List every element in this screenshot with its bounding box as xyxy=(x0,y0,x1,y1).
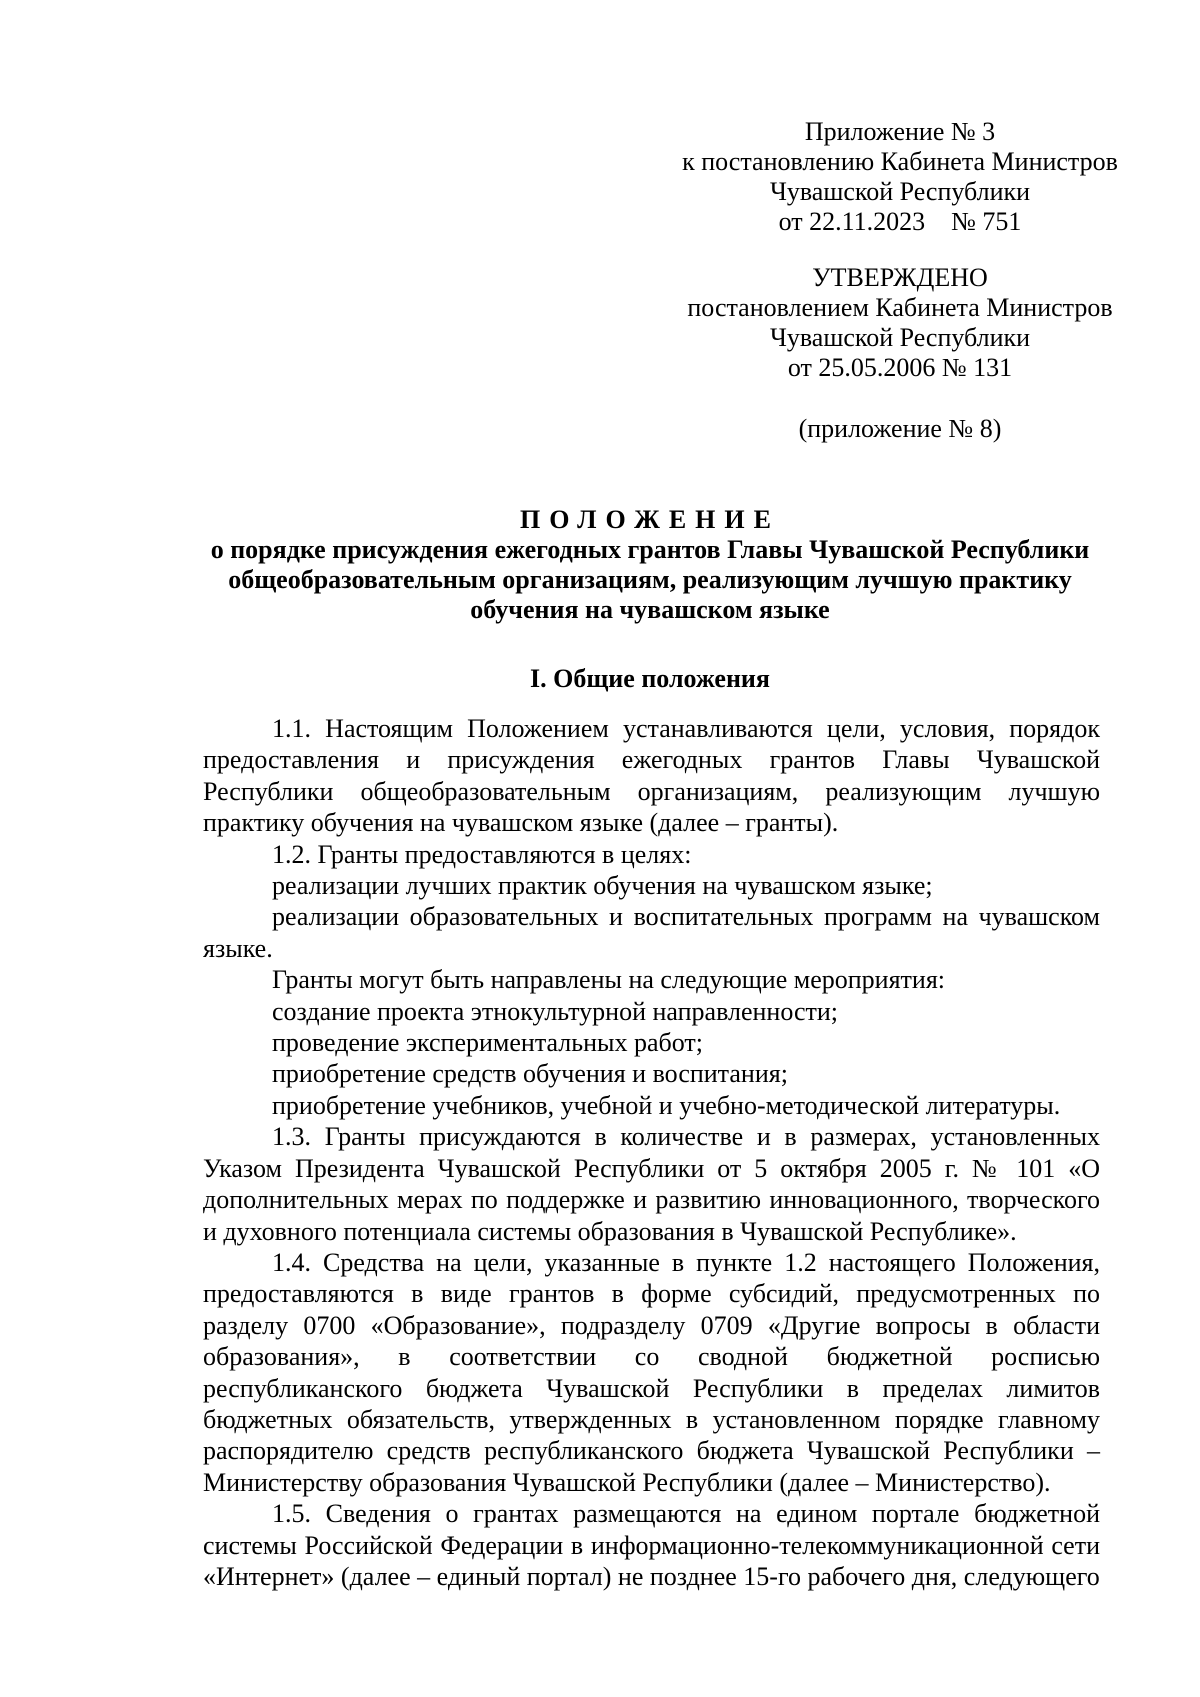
document-subtitle-line: общеобразовательным организациям, реализующим лучшую практику xyxy=(228,565,1072,594)
appendix-line: Приложение № 3 xyxy=(804,117,996,146)
approved-label: УТВЕРЖДЕНО xyxy=(812,263,988,292)
document-title-block xyxy=(195,505,1105,625)
appendix-note xyxy=(680,414,1120,444)
paragraph: приобретение средств обучения и воспитания; xyxy=(272,1059,788,1089)
document-title: ПОЛОЖЕНИЕ xyxy=(520,505,780,534)
appendix-header xyxy=(680,117,1120,237)
paragraph: реализации образовательных и воспитательных программ на чувашском языке. xyxy=(203,902,1100,963)
appendix-date: от 22.11.2023 № 751 xyxy=(778,207,1022,236)
appendix-line: Чувашской Республики xyxy=(769,177,1031,206)
appendix-note-text: (приложение № 8) xyxy=(798,414,1002,443)
approved-line: Чувашской Республики xyxy=(769,323,1031,352)
paragraph: 1.1. Настоящим Положением устанавливаются цели, условия, порядок предоставления и присуждения ежегодных грантов Главы Чувашской Республики общеобразовательным организациям, реализующим лучшую практику обучения на чувашском языке (далее – гранты). xyxy=(203,714,1100,838)
paragraph: 1.5. Сведения о грантах размещаются на едином портале бюджетной системы Российской Федерации в информационно-телекоммуникационной сети «Интернет» (далее – единый портал) не позднее 15-го рабочего дня, следующего xyxy=(203,1499,1100,1591)
document-subtitle-line: о порядке присуждения ежегодных грантов Главы Чувашской Республики xyxy=(210,535,1090,564)
approved-line: постановлением Кабинета Министров xyxy=(687,293,1113,322)
paragraph: Гранты могут быть направлены на следующие мероприятия: xyxy=(272,965,946,995)
paragraph: 1.2. Гранты предоставляются в целях: xyxy=(272,839,692,869)
paragraph: реализации лучших практик обучения на чувашском языке; xyxy=(272,871,933,901)
paragraph: 1.4. Средства на цели, указанные в пункте 1.2 настоящего Положения, предоставляются в виде грантов в форме субсидий, предусмотренных по разделу 0700 «Образование», подразделу 0709 «Другие вопросы в области образования», в соответствии со сводной бюджетной росписью республиканского бюджета Чувашской Республики в пределах лимитов бюджетных обязательств, утвержденных в установленном порядке главному распорядителю средств республиканского бюджета Чувашской Республики – Министерству образования Чувашской Республики (далее – Министерство). xyxy=(203,1247,1100,1497)
appendix-line: к постановлению Кабинета Министров xyxy=(682,147,1118,176)
approval-stamp xyxy=(680,263,1120,383)
paragraph: проведение экспериментальных работ; xyxy=(272,1028,704,1058)
document-subtitle-line: обучения на чувашском языке xyxy=(470,595,830,624)
paragraph: создание проекта этнокультурной направленности; xyxy=(272,996,839,1026)
section-heading: I. Общие положения xyxy=(530,664,770,693)
paragraph: 1.3. Гранты присуждаются в количестве и в размерах, установленных Указом Президента Чувашской Республики от 5 октября 2005 г. № 101 «О дополнительных мерах по поддержке и развитию инновационного, творческого и духовного потенциала системы образования в Чувашской Республике». xyxy=(203,1122,1100,1246)
body-text xyxy=(203,713,1100,1592)
paragraph: приобретение учебников, учебной и учебно-методической литературы. xyxy=(272,1090,1061,1120)
approved-date: от 25.05.2006 № 131 xyxy=(787,353,1013,382)
